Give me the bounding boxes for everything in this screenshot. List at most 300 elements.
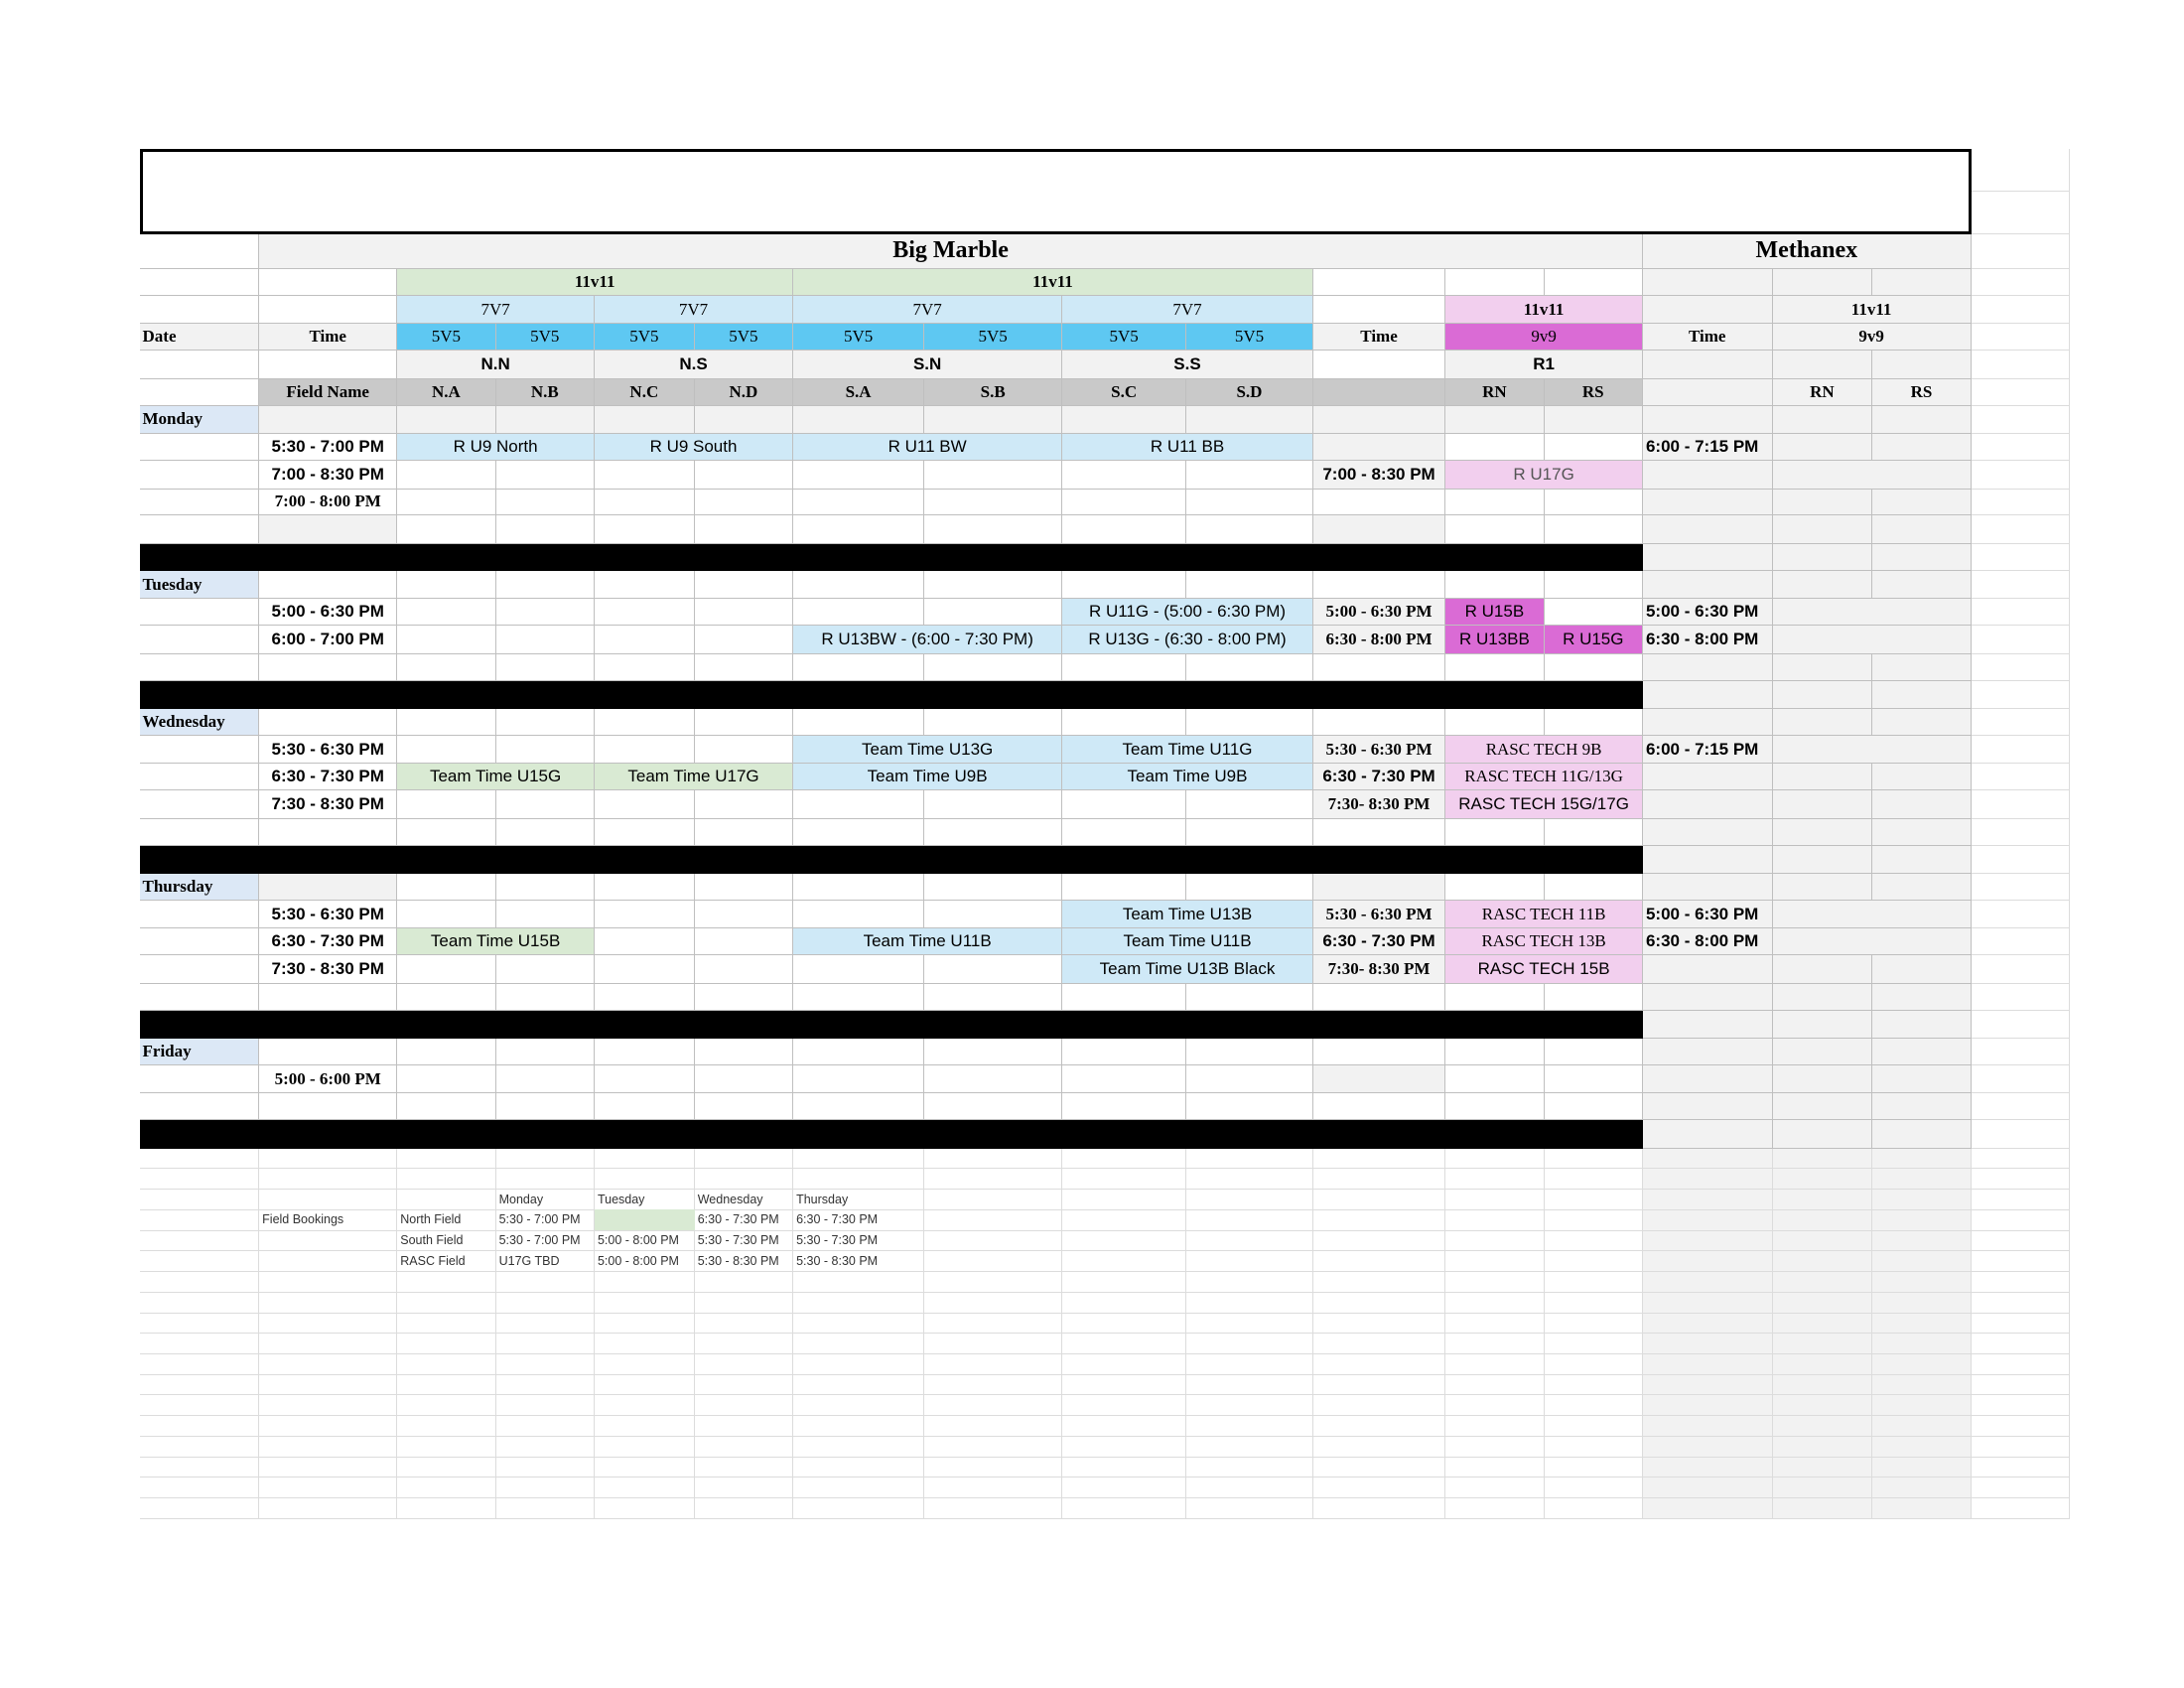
grid-cell[interactable] [1872,515,1971,543]
grid-cell[interactable] [1445,984,1544,1011]
grid-cell[interactable] [259,406,397,434]
grid-cell[interactable] [1773,709,1873,736]
field-name[interactable] [397,379,495,406]
grid-cell[interactable] [1545,599,1643,626]
grid-cell[interactable] [1773,1011,1873,1039]
size-5v5[interactable] [496,324,595,351]
grid-cell[interactable] [496,599,595,626]
grid-cell[interactable] [1643,296,1773,324]
methanex-time-slot[interactable] [1643,599,1773,626]
grid-cell[interactable] [695,571,793,599]
time-slot[interactable] [259,490,397,516]
grid-cell[interactable] [496,654,595,681]
grid-cell[interactable] [1545,1093,1643,1120]
grid-cell[interactable] [397,984,495,1011]
grid-cell[interactable] [1313,654,1445,681]
rasc-time-slot[interactable] [1313,736,1445,764]
time-header[interactable] [1313,324,1445,351]
grid-cell[interactable] [1773,434,1873,461]
grid-cell[interactable] [1186,874,1313,901]
grid-cell[interactable] [1062,461,1186,489]
bookings-value[interactable] [595,1230,695,1250]
grid-cell[interactable] [1773,736,1972,764]
booking-event[interactable] [1445,736,1643,764]
grid-cell[interactable] [595,901,695,928]
grid-cell[interactable] [1872,1065,1971,1093]
grid-cell[interactable] [1773,681,1873,709]
grid-cell[interactable] [496,1039,595,1065]
grid-cell[interactable] [595,654,695,681]
bookings-value[interactable] [695,1209,793,1230]
grid-cell[interactable] [140,515,260,543]
size-7v7[interactable] [1062,296,1313,324]
booking-event[interactable] [793,928,1062,955]
grid-cell[interactable] [140,955,260,983]
grid-cell[interactable] [1445,709,1544,736]
grid-cell[interactable] [793,1065,924,1093]
rasc-time-slot[interactable] [1313,790,1445,818]
booking-event[interactable] [1062,434,1313,461]
grid-cell[interactable] [140,461,260,489]
grid-cell[interactable] [1773,490,1873,516]
bookings-value[interactable] [496,1230,595,1250]
time-slot[interactable] [259,626,397,653]
grid-cell[interactable] [695,654,793,681]
grid-cell[interactable] [1186,571,1313,599]
grid-cell[interactable] [397,955,495,983]
grid-cell[interactable] [1062,1065,1186,1093]
grid-cell[interactable] [1773,515,1873,543]
grid-cell[interactable] [496,709,595,736]
grid-cell[interactable] [496,490,595,516]
grid-cell[interactable] [1186,461,1313,489]
size-5v5[interactable] [1062,324,1186,351]
grid-cell[interactable] [496,984,595,1011]
grid-cell[interactable] [140,928,260,955]
grid-cell[interactable] [1545,709,1643,736]
grid-cell[interactable] [1313,490,1445,516]
methanex-header[interactable] [1643,234,1972,269]
grid-cell[interactable] [1445,654,1544,681]
grid-cell[interactable] [1872,681,1971,709]
booking-event[interactable] [1445,928,1643,955]
grid-cell[interactable] [1872,819,1971,846]
time-slot[interactable] [259,901,397,928]
grid-cell[interactable] [1062,984,1186,1011]
size-5v5[interactable] [695,324,793,351]
grid-cell[interactable] [397,599,495,626]
grid-cell[interactable] [259,571,397,599]
time-slot[interactable] [259,434,397,461]
grid-cell[interactable] [1313,351,1445,378]
grid-cell[interactable] [397,461,495,489]
methanex-time-slot[interactable] [1643,901,1773,928]
grid-cell[interactable] [140,490,260,516]
grid-cell[interactable] [793,819,924,846]
grid-cell[interactable] [1186,515,1313,543]
grid-cell[interactable] [1545,819,1643,846]
grid-cell[interactable] [1643,379,1773,406]
grid-cell[interactable] [1313,571,1445,599]
grid-cell[interactable] [496,790,595,818]
grid-cell[interactable] [1872,1120,1971,1148]
grid-cell[interactable] [397,1039,495,1065]
grid-cell[interactable] [695,874,793,901]
grid-cell[interactable] [695,1065,793,1093]
grid-cell[interactable] [793,599,924,626]
grid-cell[interactable] [1186,1039,1313,1065]
rasc-time-slot[interactable] [1313,955,1445,983]
grid-cell[interactable] [1186,790,1313,818]
grid-cell[interactable] [1643,1065,1773,1093]
grid-cell[interactable] [924,461,1062,489]
grid-cell[interactable] [1872,544,1971,571]
grid-cell[interactable] [1062,709,1186,736]
grid-cell[interactable] [793,1093,924,1120]
time-slot[interactable] [259,928,397,955]
bookings-day-header[interactable] [695,1190,793,1209]
grid-cell[interactable] [793,984,924,1011]
field-name[interactable] [595,379,695,406]
date-header[interactable] [140,324,260,351]
bookings-value[interactable] [595,1209,695,1230]
grid-cell[interactable] [924,984,1062,1011]
grid-cell[interactable] [793,571,924,599]
grid-cell[interactable] [695,1093,793,1120]
grid-cell[interactable] [1186,406,1313,434]
bookings-value[interactable] [695,1230,793,1250]
time-slot[interactable] [259,955,397,983]
grid-cell[interactable] [1545,874,1643,901]
bookings-value[interactable] [496,1209,595,1230]
grid-cell[interactable] [695,709,793,736]
grid-cell[interactable] [1062,1039,1186,1065]
grid-cell[interactable] [793,654,924,681]
grid-cell[interactable] [1643,571,1773,599]
grid-cell[interactable] [496,626,595,653]
booking-event[interactable] [1445,901,1643,928]
grid-cell[interactable] [1545,1039,1643,1065]
grid-cell[interactable] [695,901,793,928]
size-9v9-methanex[interactable] [1773,324,1972,351]
grid-cell[interactable] [496,461,595,489]
grid-cell[interactable] [1872,571,1971,599]
field-group[interactable] [793,351,1062,378]
grid-cell[interactable] [1773,928,1972,955]
grid-cell[interactable] [1643,654,1773,681]
rasc-time-slot[interactable] [1313,461,1445,489]
grid-cell[interactable] [1773,874,1873,901]
grid-cell[interactable] [1773,654,1873,681]
size-9v9-rasc[interactable] [1445,324,1643,351]
grid-cell[interactable] [595,1065,695,1093]
grid-cell[interactable] [793,1039,924,1065]
grid-cell[interactable] [140,736,260,764]
grid-cell[interactable] [140,901,260,928]
grid-cell[interactable] [1773,1093,1873,1120]
grid-cell[interactable] [924,874,1062,901]
grid-cell[interactable] [496,1065,595,1093]
grid-cell[interactable] [1186,1093,1313,1120]
day-label-monday[interactable] [140,406,260,434]
grid-cell[interactable] [1445,515,1544,543]
grid-cell[interactable] [1643,764,1773,790]
grid-cell[interactable] [496,406,595,434]
grid-cell[interactable] [695,819,793,846]
grid-cell[interactable] [140,790,260,818]
grid-cell[interactable] [1545,515,1643,543]
methanex-time-slot[interactable] [1643,434,1773,461]
size-7v7[interactable] [595,296,793,324]
grid-cell[interactable] [397,654,495,681]
grid-cell[interactable] [1643,1039,1773,1065]
grid-cell[interactable] [397,736,495,764]
methanex-time-slot[interactable] [1643,736,1773,764]
grid-cell[interactable] [595,928,695,955]
grid-cell[interactable] [397,901,495,928]
grid-cell[interactable] [1773,790,1873,818]
grid-cell[interactable] [1062,515,1186,543]
grid-cell[interactable] [595,709,695,736]
grid-cell[interactable] [259,515,397,543]
grid-cell[interactable] [397,571,495,599]
grid-cell[interactable] [695,928,793,955]
grid-cell[interactable] [397,874,495,901]
time-slot[interactable] [259,1065,397,1093]
methanex-time-slot[interactable] [1643,928,1773,955]
rasc-time-slot[interactable] [1313,928,1445,955]
time-slot[interactable] [259,790,397,818]
grid-cell[interactable] [496,736,595,764]
grid-cell[interactable] [259,984,397,1011]
booking-event[interactable] [397,928,595,955]
grid-cell[interactable] [1545,490,1643,516]
grid-cell[interactable] [695,736,793,764]
field-name[interactable] [793,379,924,406]
methanex-time-slot[interactable] [1643,626,1773,653]
grid-cell[interactable] [1773,571,1873,599]
grid-cell[interactable] [1872,874,1971,901]
grid-cell[interactable] [1773,544,1873,571]
grid-cell[interactable] [140,654,260,681]
grid-cell[interactable] [1313,709,1445,736]
booking-event[interactable] [1445,461,1643,489]
field-name[interactable] [695,379,793,406]
grid-cell[interactable] [595,461,695,489]
grid-cell[interactable] [1643,515,1773,543]
grid-cell[interactable] [1643,955,1773,983]
grid-cell[interactable] [397,515,495,543]
grid-cell[interactable] [924,571,1062,599]
rasc-time-slot[interactable] [1313,599,1445,626]
grid-cell[interactable] [1773,846,1873,874]
booking-event[interactable] [793,764,1062,790]
grid-cell[interactable] [397,790,495,818]
rasc-time-slot[interactable] [1313,901,1445,928]
day-label-wednesday[interactable] [140,709,260,736]
grid-cell[interactable] [259,296,397,324]
grid-cell[interactable] [1872,709,1971,736]
grid-cell[interactable] [1445,1065,1544,1093]
grid-cell[interactable] [1872,351,1971,378]
grid-cell[interactable] [793,955,924,983]
grid-cell[interactable] [1872,269,1971,296]
size-5v5[interactable] [595,324,695,351]
bookings-value[interactable] [496,1250,595,1271]
grid-cell[interactable] [1643,406,1773,434]
grid-cell[interactable] [496,901,595,928]
day-label-thursday[interactable] [140,874,260,901]
booking-event[interactable] [1445,790,1643,818]
grid-cell[interactable] [1445,571,1544,599]
grid-cell[interactable] [1643,490,1773,516]
field-name[interactable] [1445,379,1544,406]
time-slot[interactable] [259,461,397,489]
grid-cell[interactable] [1186,1065,1313,1093]
bookings-value[interactable] [793,1209,924,1230]
booking-event[interactable] [1062,901,1313,928]
grid-cell[interactable] [397,406,495,434]
grid-cell[interactable] [1186,654,1313,681]
grid-cell[interactable] [1643,984,1773,1011]
grid-cell[interactable] [1313,269,1445,296]
grid-cell[interactable] [140,819,260,846]
booking-event[interactable] [1062,736,1313,764]
grid-cell[interactable] [1545,434,1643,461]
bookings-value[interactable] [793,1230,924,1250]
day-label-friday[interactable] [140,1039,260,1065]
field-name[interactable] [1545,379,1643,406]
grid-cell[interactable] [1643,461,1773,489]
booking-event[interactable] [1445,626,1544,653]
booking-event[interactable] [793,434,1062,461]
grid-cell[interactable] [1062,406,1186,434]
grid-cell[interactable] [140,626,260,653]
size-5v5[interactable] [924,324,1062,351]
grid-cell[interactable] [595,515,695,543]
grid-cell[interactable] [259,269,397,296]
grid-cell[interactable] [1872,790,1971,818]
grid-cell[interactable] [924,709,1062,736]
grid-cell[interactable] [924,654,1062,681]
grid-cell[interactable] [140,269,260,296]
grid-cell[interactable] [1643,709,1773,736]
grid-cell[interactable] [793,874,924,901]
grid-cell[interactable] [397,490,495,516]
grid-cell[interactable] [924,1039,1062,1065]
grid-cell[interactable] [1773,764,1873,790]
grid-cell[interactable] [595,1039,695,1065]
grid-cell[interactable] [595,490,695,516]
grid-cell[interactable] [1643,544,1773,571]
booking-event[interactable] [595,434,793,461]
grid-cell[interactable] [695,406,793,434]
grid-cell[interactable] [1062,654,1186,681]
grid-cell[interactable] [140,984,260,1011]
grid-cell[interactable] [595,955,695,983]
grid-cell[interactable] [595,874,695,901]
bookings-day-header[interactable] [595,1190,695,1209]
grid-cell[interactable] [1872,434,1971,461]
grid-cell[interactable] [140,1093,260,1120]
grid-cell[interactable] [793,461,924,489]
bookings-day-header[interactable] [496,1190,595,1209]
grid-cell[interactable] [924,819,1062,846]
grid-cell[interactable] [695,461,793,489]
grid-cell[interactable] [1445,1039,1544,1065]
grid-cell[interactable] [1313,1065,1445,1093]
grid-cell[interactable] [1872,490,1971,516]
grid-cell[interactable] [924,901,1062,928]
size-11v11-north[interactable] [397,269,793,296]
field-name[interactable] [1062,379,1186,406]
bookings-value[interactable] [793,1250,924,1271]
grid-cell[interactable] [1872,846,1971,874]
booking-event[interactable] [1062,928,1313,955]
grid-cell[interactable] [793,515,924,543]
grid-cell[interactable] [1186,490,1313,516]
booking-event[interactable] [793,736,1062,764]
grid-cell[interactable] [1872,1093,1971,1120]
grid-cell[interactable] [793,406,924,434]
grid-cell[interactable] [1545,406,1643,434]
grid-cell[interactable] [496,819,595,846]
grid-cell[interactable] [259,874,397,901]
bookings-value[interactable] [695,1250,793,1271]
field-group[interactable] [397,351,595,378]
grid-cell[interactable] [1872,1039,1971,1065]
size-11v11-south[interactable] [793,269,1313,296]
grid-cell[interactable] [1313,379,1445,406]
grid-cell[interactable] [259,819,397,846]
grid-cell[interactable] [1062,490,1186,516]
booking-event[interactable] [1062,955,1313,983]
grid-cell[interactable] [695,790,793,818]
grid-cell[interactable] [1445,874,1544,901]
grid-cell[interactable] [1872,984,1971,1011]
size-5v5[interactable] [793,324,924,351]
grid-cell[interactable] [1872,1011,1971,1039]
time-slot[interactable] [259,764,397,790]
grid-cell[interactable] [1313,296,1445,324]
grid-cell[interactable] [1545,1065,1643,1093]
grid-cell[interactable] [1445,434,1544,461]
grid-cell[interactable] [1186,819,1313,846]
grid-cell[interactable] [1872,955,1971,983]
grid-cell[interactable] [397,626,495,653]
grid-cell[interactable] [140,296,260,324]
field-name-header[interactable] [259,379,397,406]
grid-cell[interactable] [1313,1039,1445,1065]
grid-cell[interactable] [1445,269,1544,296]
grid-cell[interactable] [1773,1120,1873,1148]
grid-cell[interactable] [1186,709,1313,736]
grid-cell[interactable] [1643,351,1773,378]
grid-cell[interactable] [924,599,1062,626]
booking-event[interactable] [1062,599,1313,626]
grid-cell[interactable] [496,571,595,599]
grid-cell[interactable] [397,1093,495,1120]
grid-cell[interactable] [595,819,695,846]
field-group-r1[interactable] [1445,351,1643,378]
field-name[interactable] [924,379,1062,406]
grid-cell[interactable] [595,571,695,599]
grid-cell[interactable] [140,351,260,378]
grid-cell[interactable] [259,351,397,378]
grid-cell[interactable] [595,599,695,626]
booking-event[interactable] [1545,626,1643,653]
grid-cell[interactable] [793,490,924,516]
